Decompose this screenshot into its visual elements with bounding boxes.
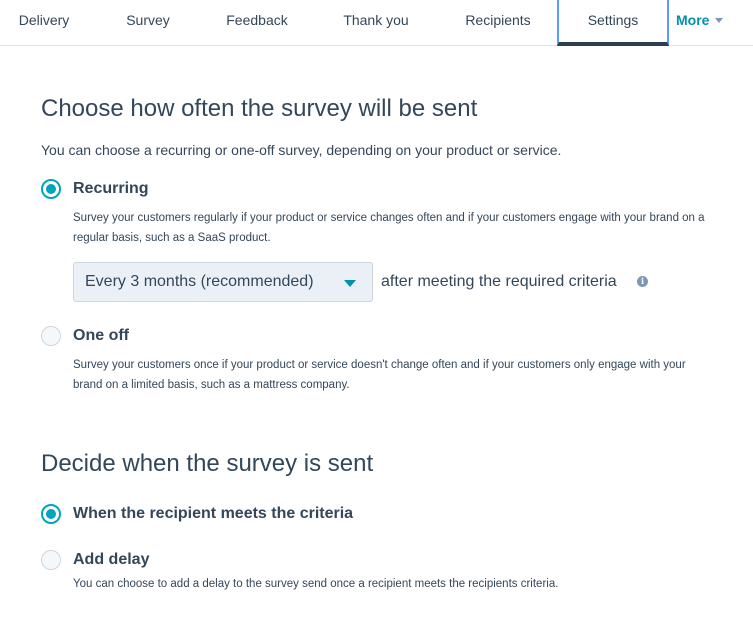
one-off-radio[interactable] [41, 326, 61, 346]
caret-down-icon [715, 18, 723, 23]
frequency-heading: Choose how often the survey will be sent [41, 95, 478, 122]
after-criteria-text: after meeting the required criteria [381, 273, 617, 290]
recurring-radio[interactable] [41, 179, 61, 199]
timing-heading: Decide when the survey is sent [41, 450, 374, 477]
delay-label: Add delay [73, 551, 150, 568]
tab-thank-you[interactable]: Thank you [343, 12, 409, 28]
frequency-intro: You can choose a recurring or one-off survey, depending on your product or service. [41, 142, 562, 158]
tab-more[interactable] [676, 0, 736, 46]
recurring-label: Recurring [73, 180, 149, 197]
tab-settings[interactable]: Settings [557, 0, 669, 46]
dropdown-caret-icon [344, 280, 356, 287]
one-off-label: One off [73, 327, 129, 344]
tab-delivery[interactable]: Delivery [18, 12, 70, 28]
tab-more-label: More [676, 12, 710, 28]
info-icon[interactable]: i [637, 276, 648, 287]
criteria-label: When the recipient meets the criteria [73, 505, 354, 522]
tab-survey[interactable]: Survey [126, 12, 170, 28]
delay-radio[interactable] [41, 550, 61, 570]
tab-feedback[interactable]: Feedback [226, 12, 288, 28]
tab-bar [0, 0, 753, 46]
tab-recipients[interactable]: Recipients [465, 12, 531, 28]
one-off-description: Survey your customers once if your product or service doesn't change often and if your customers only engage with your brand on a limited basis, such as a mattress company. [73, 359, 686, 391]
criteria-radio[interactable] [41, 504, 61, 524]
criteria-option[interactable] [41, 504, 361, 526]
recurring-option[interactable] [41, 179, 161, 201]
frequency-dropdown[interactable] [73, 262, 373, 302]
one-off-option[interactable] [41, 326, 151, 348]
frequency-dropdown-value: Every 3 months (recommended) [85, 273, 314, 290]
delay-description: You can choose to add a delay to the survey send once a recipient meets the recipients criteria. [73, 578, 559, 590]
delay-option[interactable] [41, 550, 161, 572]
recurring-description: Survey your customers regularly if your product or service changes often and if your customers engage with your brand on a regular basis, such as a SaaS product. [73, 212, 705, 244]
